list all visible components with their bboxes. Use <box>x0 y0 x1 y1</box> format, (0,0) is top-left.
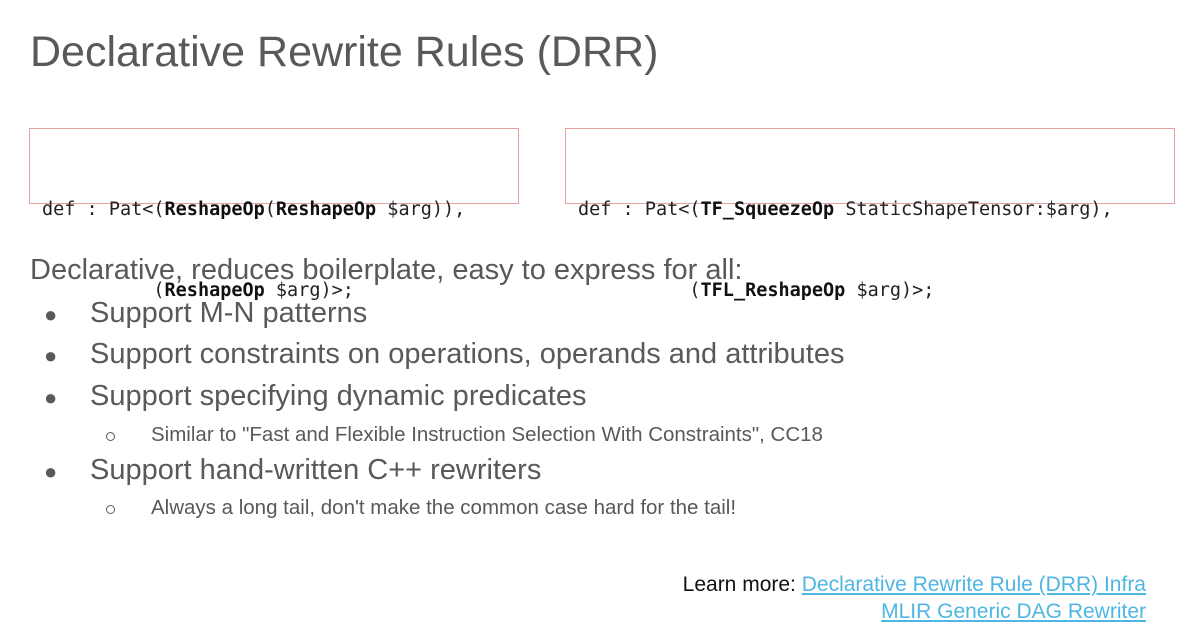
bullet-dot-icon: ● <box>44 459 58 484</box>
bullet-dot-icon: ● <box>44 385 58 410</box>
bullet-text: Support M-N patterns <box>90 297 368 329</box>
learn-more <box>683 571 1146 625</box>
intro-text: Declarative, reduces boilerplate, easy to express for all: <box>30 254 743 286</box>
code-text: def : Pat<( <box>578 199 701 220</box>
code-text: ( <box>42 280 165 301</box>
bullet-dot-icon: ● <box>44 343 58 368</box>
code-op-name: ReshapeOp <box>275 199 377 220</box>
bullet-text: Support constraints on operations, operands and attributes <box>90 338 845 370</box>
code-text: StaticShapeTensor:$arg), <box>834 199 1113 220</box>
drr-infra-link[interactable]: Declarative Rewrite Rule (DRR) Infra <box>801 573 1146 596</box>
bullet-dot-icon: ● <box>44 302 58 327</box>
code-text: def : Pat<( <box>42 199 165 220</box>
code-op-name: TF_SqueezeOp <box>700 199 835 220</box>
hollow-bullet-icon <box>106 505 115 514</box>
hollow-bullet-icon <box>106 432 115 441</box>
learn-more-label: Learn more: <box>682 573 796 596</box>
slide-title: Declarative Rewrite Rules (DRR) <box>30 28 659 76</box>
code-text: $arg)>; <box>845 280 935 301</box>
code-op-name: ReshapeOp <box>164 280 265 301</box>
sub-bullet-text: Always a long tail, don't make the common case hard for the tail! <box>151 496 737 519</box>
sub-bullet-text: Similar to "Fast and Flexible Instruction Selection With Constraints", CC18 <box>151 423 823 446</box>
code-line <box>578 196 1174 223</box>
code-block-squeeze <box>565 128 1175 301</box>
bullet-text: Support hand-written C++ rewriters <box>90 454 542 486</box>
code-text: $arg)), <box>376 199 466 220</box>
code-text: $arg)>; <box>264 280 354 301</box>
code-text: ( <box>264 199 276 220</box>
code-op-name: ReshapeOp <box>164 199 265 220</box>
code-text: ( <box>578 280 701 301</box>
code-line <box>42 196 518 223</box>
bullet-text: Support specifying dynamic predicates <box>90 380 587 412</box>
code-op-name: TFL_ReshapeOp <box>700 280 846 301</box>
dag-rewriter-link[interactable]: MLIR Generic DAG Rewriter <box>881 600 1146 623</box>
